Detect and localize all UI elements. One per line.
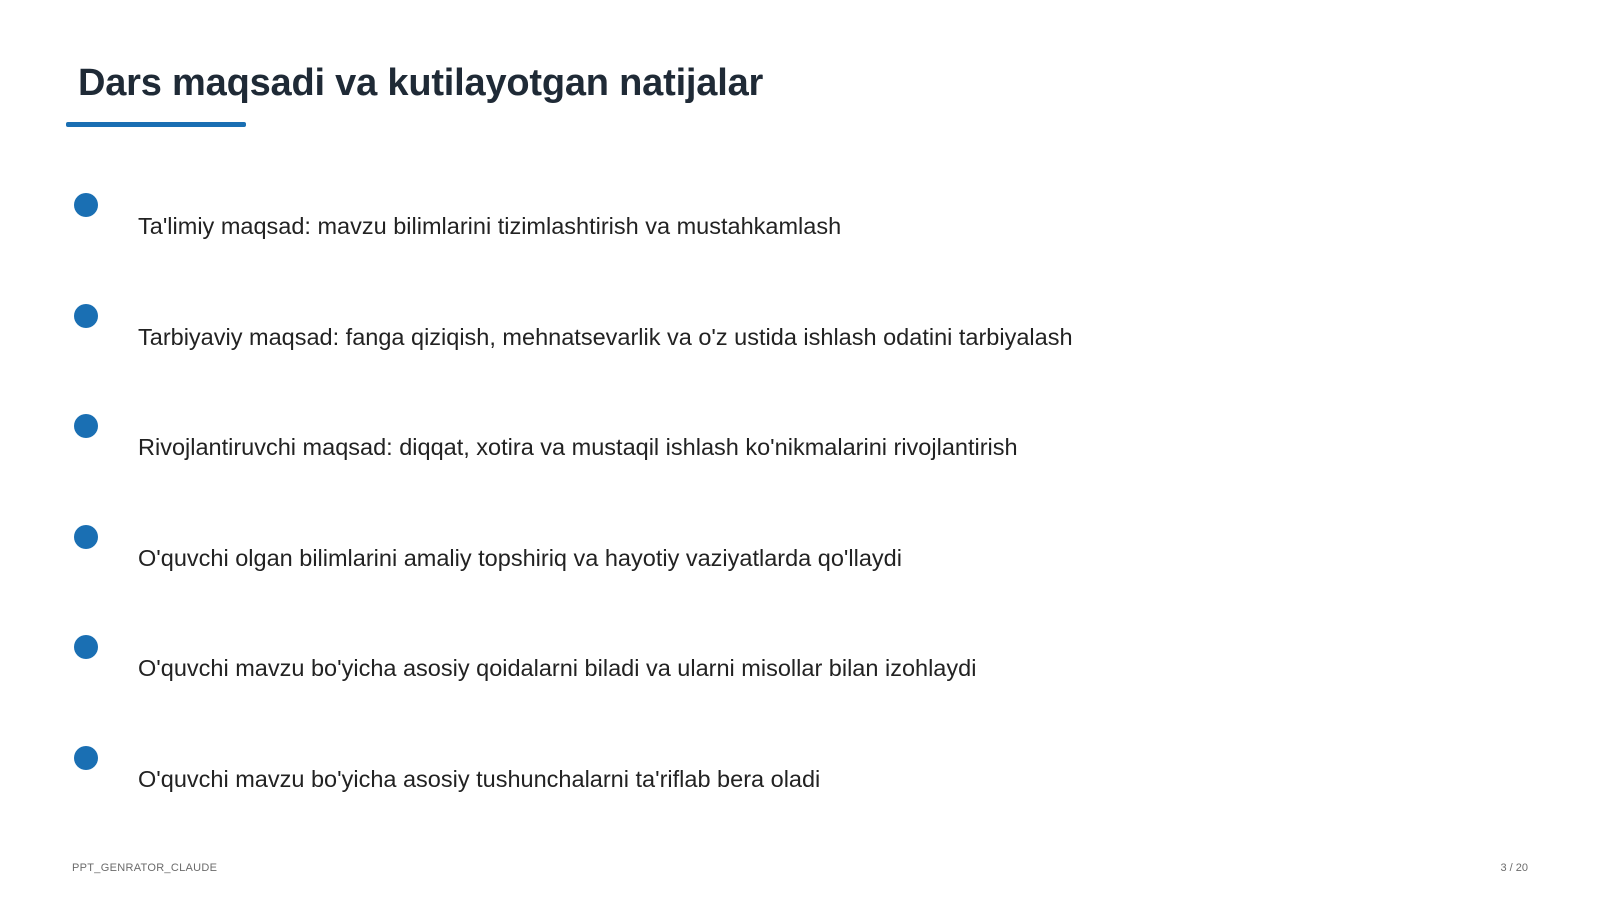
list-item xyxy=(0,635,1400,695)
list-item xyxy=(0,193,1400,253)
bullet-text: Tarbiyaviy maqsad: fanga qiziqish, mehnatsevarlik va o'z ustida ishlash odatini tarbiyalash xyxy=(138,324,1073,350)
bullet-dot-icon xyxy=(74,746,98,770)
page-indicator: 3 / 20 xyxy=(1500,862,1528,874)
title-underline xyxy=(66,122,246,127)
bullet-text: Rivojlantiruvchi maqsad: diqqat, xotira va mustaqil ishlash ko'nikmalarini rivojlantirish xyxy=(138,434,1018,460)
bullet-dot-icon xyxy=(74,193,98,217)
list-item xyxy=(0,304,1400,364)
bullet-dot-icon xyxy=(74,414,98,438)
slide-title: Dars maqsadi va kutilayotgan natijalar xyxy=(78,62,764,104)
list-item xyxy=(0,746,1400,806)
footer-label: PPT_GENRATOR_CLAUDE xyxy=(72,862,218,874)
bullet-dot-icon xyxy=(74,635,98,659)
list-item xyxy=(0,525,1400,585)
bullet-dot-icon xyxy=(74,525,98,549)
bullet-text: O'quvchi olgan bilimlarini amaliy topshiriq va hayotiy vaziyatlarda qo'llaydi xyxy=(138,545,902,571)
bullet-text: O'quvchi mavzu bo'yicha asosiy qoidalarni biladi va ularni misollar bilan izohlaydi xyxy=(138,655,977,681)
bullet-text: O'quvchi mavzu bo'yicha asosiy tushunchalarni ta'riflab bera oladi xyxy=(138,766,821,792)
bullet-text: Ta'limiy maqsad: mavzu bilimlarini tizimlashtirish va mustahkamlash xyxy=(138,213,842,239)
bullet-dot-icon xyxy=(74,304,98,328)
list-item xyxy=(0,414,1400,474)
